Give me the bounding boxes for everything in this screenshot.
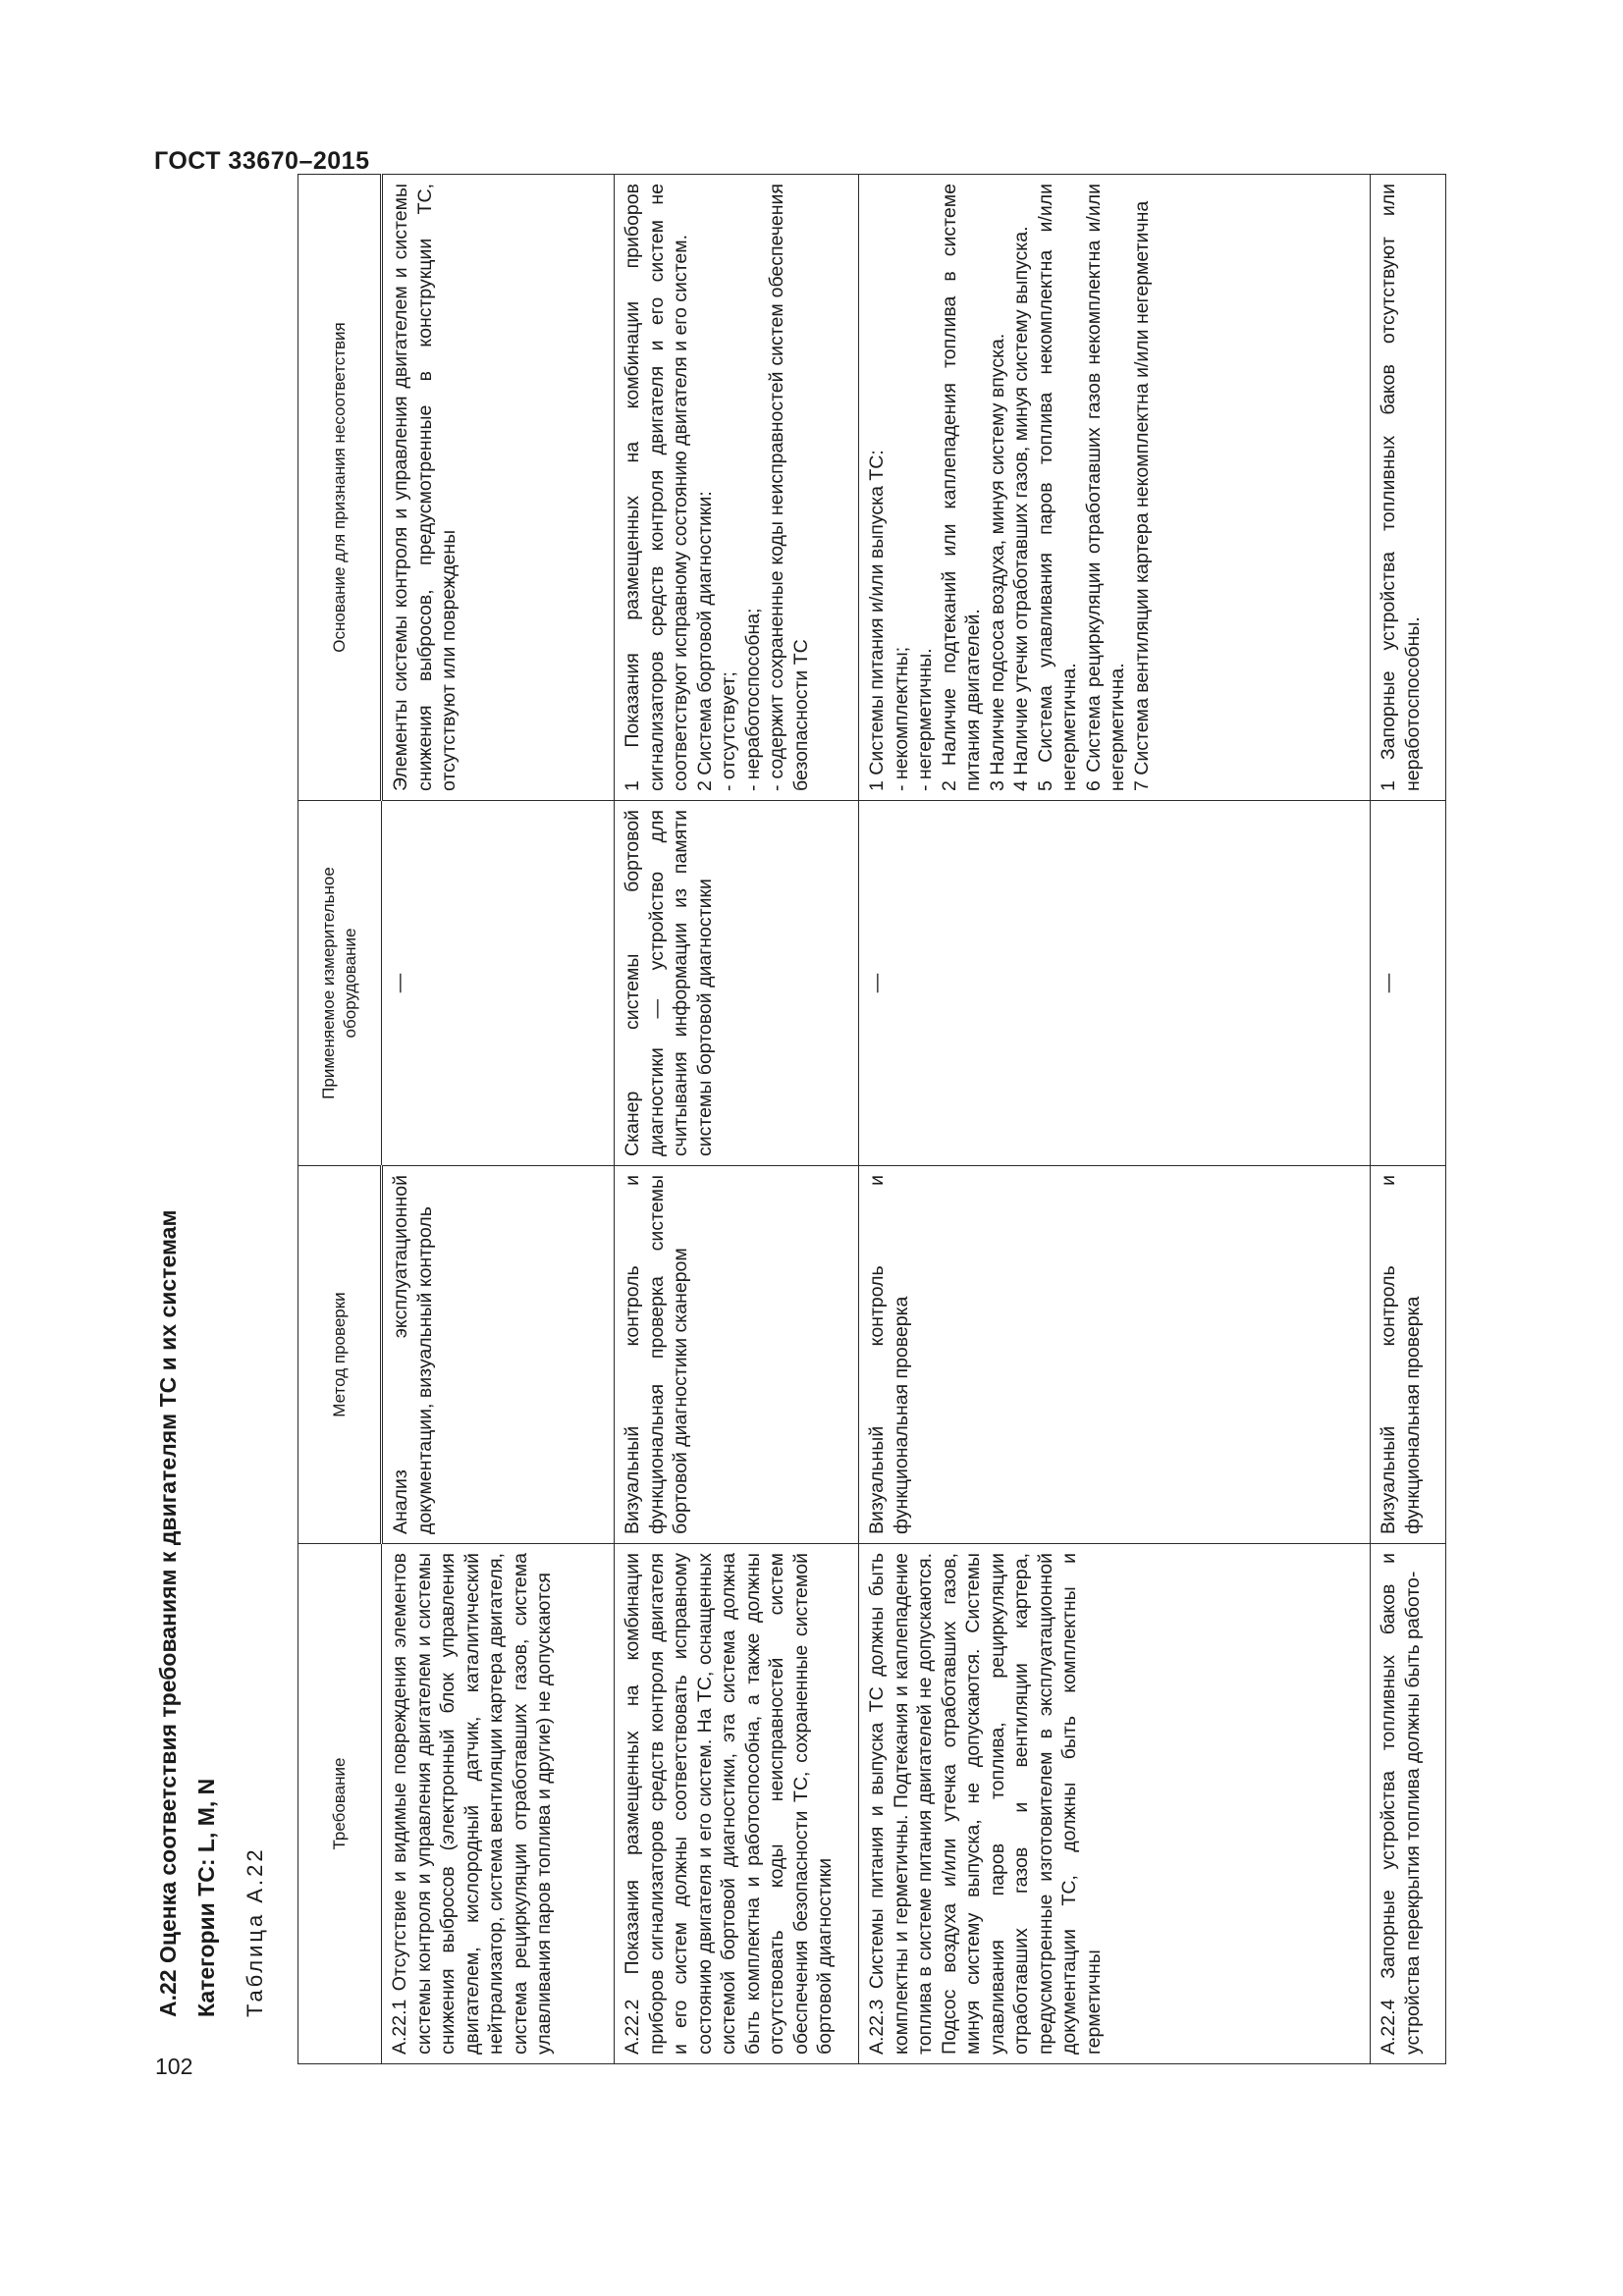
grounds-item: - некомплектны; — [890, 646, 912, 791]
grounds-cell — [859, 175, 1371, 801]
grounds-cell — [615, 175, 859, 801]
grounds-cell — [1371, 175, 1446, 801]
grounds-item: 1 Системы питания и/или выпуска ТС: — [866, 450, 889, 791]
grounds-item: 1 Показания размещенных на комбинации приборов сигнализаторов средств контроля двигателя и его систем не соответствуют исправному состоянию двигателя и его систем. — [622, 184, 692, 791]
column-header-requirement: Требование — [298, 1544, 382, 2064]
section-title: А.22 Оценка соответствия требованиям к двигателям ТС и их системам — [155, 1209, 181, 2017]
table-row — [382, 175, 615, 2064]
grounds-item: - неработоспособна; — [741, 608, 764, 791]
column-header-grounds: Основание для признания несоответствия — [298, 175, 382, 801]
method-cell: Анализ эксплуатационной документации, визуальный контроль — [382, 1166, 615, 1544]
requirement-cell: А.22.3 Системы питания и выпуска ТС должны быть комплектны и герметичны. Подтекания и каплепадение топлива в системе питания двигателей не допускаются. Подсос воздуха и/или утечка отработавших газов, минуя систему выпуска, не допускаются. Системы улавливания паров топлива, рециркуляции отработавших газов и вентиляции картера, предусмотренные изготовителем в эксплуатационной документации ТС, должны быть комплектны и герметичны — [859, 1544, 1371, 2064]
table-row — [615, 175, 859, 2064]
table-row — [1371, 175, 1446, 2064]
equipment-cell: — — [859, 801, 1371, 1166]
grounds-item: 3 Наличие подсоса воздуха, минуя систему впуска. — [986, 333, 1008, 791]
page-number: 102 — [155, 2054, 193, 2079]
grounds-item: 4 Наличие утечки отработавших газов, минуя систему выпуска. — [1010, 226, 1033, 791]
equipment-cell: — — [382, 801, 615, 1166]
method-cell: Визуальный контроль и функциональная проверка — [1371, 1166, 1446, 1544]
conformity-table — [298, 174, 1446, 2064]
column-header-equipment: Применяемое измерительное оборудование — [298, 801, 382, 1166]
requirement-cell: А.22.2 Показания размещенных на комбинации приборов сигнализаторов средств контроля двигателя и его систем должны соответствовать исправному состоянию двигателя и его систем. На ТС, оснащенных системой бортовой диагностики, эта система должна быть комплектна и работоспособна, а также должны отсутствовать коды неисправностей систем обеспечения безопасности ТС, сохраненные системой бортовой диагностики — [615, 1544, 859, 2064]
grounds-item: 6 Система рециркуляции отработавших газов некомплектна и/или негерметична. — [1082, 184, 1129, 791]
equipment-cell: — — [1371, 801, 1446, 1166]
grounds-item: - отсутствует; — [718, 671, 740, 791]
equipment-cell: Сканер системы бортовой диагностики — устройство для считывания информации из памяти системы бортовой диагностики — [615, 801, 859, 1166]
table-caption: Таблица А.22 — [243, 1846, 267, 2017]
grounds-item: 1 Запорные устройства топливных баков отсутствуют или неработоспособны. — [1378, 184, 1424, 791]
table-row — [859, 175, 1371, 2064]
requirement-cell: А.22.1 Отсутствие и видимые повреждения элементов системы контроля и управления двигателем и системы снижения выбросов (электронный блок управления двигателем, кислородный датчик, каталитический нейтрализатор, система вентиляции картера двигателя, система рециркуляции отработавших газов, система улавливания паров топлива и другие) не допускаются — [382, 1544, 615, 2064]
document-code-header: ГОСТ 33670–2015 — [154, 147, 370, 175]
rotated-content — [152, 152, 1429, 2076]
grounds-cell — [382, 175, 615, 801]
grounds-item: - негерметичны. — [914, 648, 937, 791]
method-cell: Визуальный контроль и функциональная проверка системы бортовой диагностики сканером — [615, 1166, 859, 1544]
grounds-item: - содержит сохраненные коды неисправностей систем обеспечения безопасности ТС — [766, 184, 812, 791]
method-cell: Визуальный контроль и функциональная проверка — [859, 1166, 1371, 1544]
requirement-cell: А.22.4 Запорные устройства топливных баков и устройства перекрытия топлива должны быть работо- — [1371, 1544, 1446, 2064]
grounds-item: 2 Система бортовой диагностики: — [693, 491, 716, 791]
grounds-item: Элементы системы контроля и управления двигателем и системы снижения выбросов, предусмотренные в конструкции ТС, отсутствуют или повреждены — [390, 184, 460, 791]
column-header-method: Метод проверки — [298, 1166, 382, 1544]
vehicle-categories: Категории ТС: L, М, N — [193, 1778, 219, 2017]
grounds-item: 2 Наличие подтеканий или каплепадения топлива в системе питания двигателей. — [938, 184, 985, 791]
grounds-item: 5 Система улавливания паров топлива некомплектна и/или негерметична. — [1034, 184, 1081, 791]
table-header-row — [298, 175, 382, 2064]
grounds-item: 7 Система вентиляции картера некомплектна и/или негерметична — [1130, 200, 1153, 791]
